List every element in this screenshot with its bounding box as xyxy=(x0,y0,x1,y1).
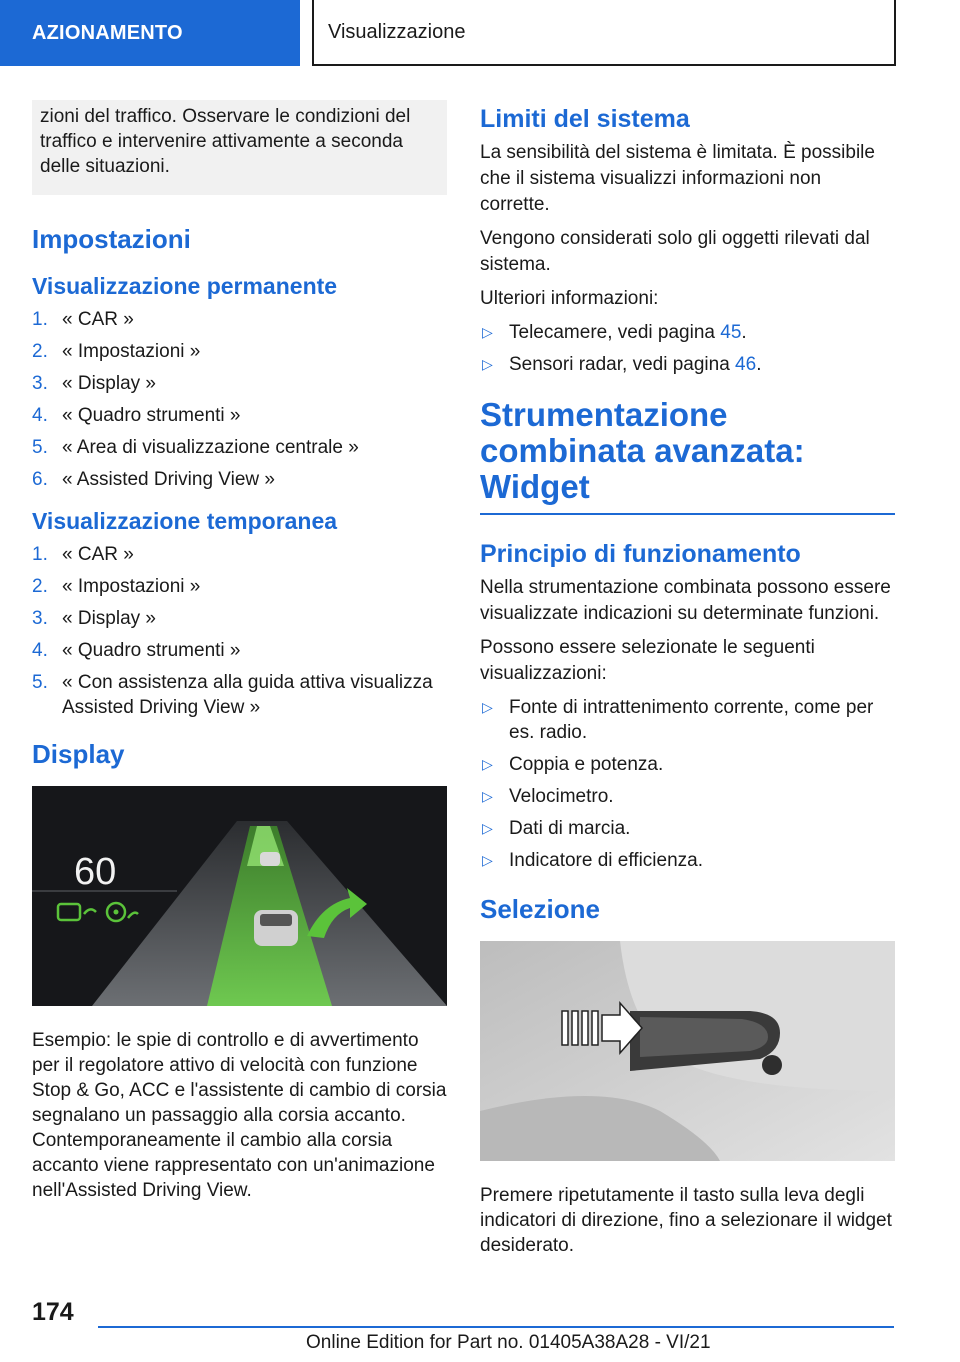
page-number: 174 xyxy=(32,1298,74,1326)
list-item: 2. « Impostazioni » xyxy=(32,341,201,362)
speed-readout: 60 xyxy=(74,851,117,893)
bullet-triangle-icon: ▷ xyxy=(482,324,493,340)
page-link[interactable]: 46 xyxy=(735,354,757,375)
indicator-lever-illustration xyxy=(480,941,895,1161)
bullet-triangle-icon: ▷ xyxy=(482,820,493,836)
list-item: 4. « Quadro strumenti » xyxy=(32,405,241,426)
left-column xyxy=(32,100,447,1203)
list-item: 3. « Display » xyxy=(32,373,156,394)
limits-paragraph-1: La sensibilità del sistema è limitata. È possibile che il sistema visualizzi informazioni non corrette. xyxy=(480,142,875,215)
assisted-driving-view-image xyxy=(32,786,447,1006)
bullet-triangle-icon: ▷ xyxy=(482,756,493,772)
list-item: ▷ Indicatore di efficienza. xyxy=(482,850,703,871)
permanent-steps-list xyxy=(32,307,447,492)
bullet-triangle-icon: ▷ xyxy=(482,356,493,372)
list-item: 3. « Display » xyxy=(32,608,156,629)
impostazioni-heading: Impostazioni xyxy=(32,224,191,254)
list-item: ▷ Velocimetro. xyxy=(482,786,614,807)
warning-note-continuation: zioni del traffico. Osservare le condizioni del traffico e intervenire attivamente a seconda delle situazioni. xyxy=(32,100,447,195)
list-item: 5. « Con assistenza alla guida attiva visualizza Assisted Driving View » xyxy=(32,672,433,718)
display-caption: Esempio: le spie di controllo e di avvertimento per il regolatore attivo di velocità con funzione Stop & Go, ACC e l'assistente di cambio di corsia segnalano un passaggio alla corsia accanto. Contemporaneamente il cambio alla corsia accanto viene rappresentato con un'animazione nell'Assisted Driving View. xyxy=(32,1030,447,1201)
right-column xyxy=(480,104,895,1258)
section-tab: AZIONAMENTO xyxy=(0,0,300,66)
assisted-driving-illustration xyxy=(32,786,447,1006)
list-item: ▷ Dati di marcia. xyxy=(482,818,631,839)
list-item: 2. « Impostazioni » xyxy=(32,576,201,597)
topic-tab: Visualizzazione xyxy=(312,0,896,66)
list-item: ▷ Coppia e potenza. xyxy=(482,754,664,775)
widget-chapter-heading: Strumentazione combinata avanzata: Widget xyxy=(480,397,895,515)
principle-paragraph-1: Nella strumentazione combinata possono essere visualizzate indicazioni su determinate funzioni. xyxy=(480,577,891,624)
list-item: 1. « CAR » xyxy=(32,544,134,565)
selection-heading: Selezione xyxy=(480,894,600,924)
temporary-display-heading: Visualizzazione temporanea xyxy=(32,508,338,534)
bullet-triangle-icon: ▷ xyxy=(482,852,493,868)
list-item: ▷ Fonte di intrattenimento corrente, come per es. radio. xyxy=(482,697,874,743)
principle-heading: Principio di funzionamento xyxy=(480,540,801,568)
temporary-steps-list xyxy=(32,542,447,720)
limits-paragraph-3: Ulteriori informazioni: xyxy=(480,288,659,309)
display-heading: Display xyxy=(32,739,125,769)
list-item: 4. « Quadro strumenti » xyxy=(32,640,241,661)
list-item: 1. « CAR » xyxy=(32,309,134,330)
list-item: ▷ Sensori radar, vedi pagina 46. xyxy=(482,354,762,375)
limits-paragraph-2: Vengono considerati solo gli oggetti rilevati dal sistema. xyxy=(480,228,870,275)
bullet-triangle-icon: ▷ xyxy=(482,788,493,804)
list-item: 5. « Area di visualizzazione centrale » xyxy=(32,437,359,458)
list-item: ▷ Telecamere, vedi pagina 45. xyxy=(482,322,747,343)
permanent-display-heading: Visualizzazione permanente xyxy=(32,273,338,299)
selection-caption: Premere ripetutamente il tasto sulla leva degli indicatori di direzione, fino a selezionare il widget desiderato. xyxy=(480,1185,892,1256)
edition-info: Online Edition for Part no. 01405A38A28 - VI/21 xyxy=(306,1332,711,1353)
system-limits-heading: Limiti del sistema xyxy=(480,105,690,133)
indicator-lever-image xyxy=(480,941,895,1161)
page-header xyxy=(0,0,960,66)
footer-divider xyxy=(98,1326,894,1328)
bullet-triangle-icon: ▷ xyxy=(482,699,493,715)
page-link[interactable]: 45 xyxy=(720,322,742,343)
principle-paragraph-2: Possono essere selezionate le seguenti visualizzazioni: xyxy=(480,637,815,684)
list-item: 6. « Assisted Driving View » xyxy=(32,469,275,490)
limits-reference-list xyxy=(480,320,895,377)
widget-list xyxy=(480,695,895,873)
